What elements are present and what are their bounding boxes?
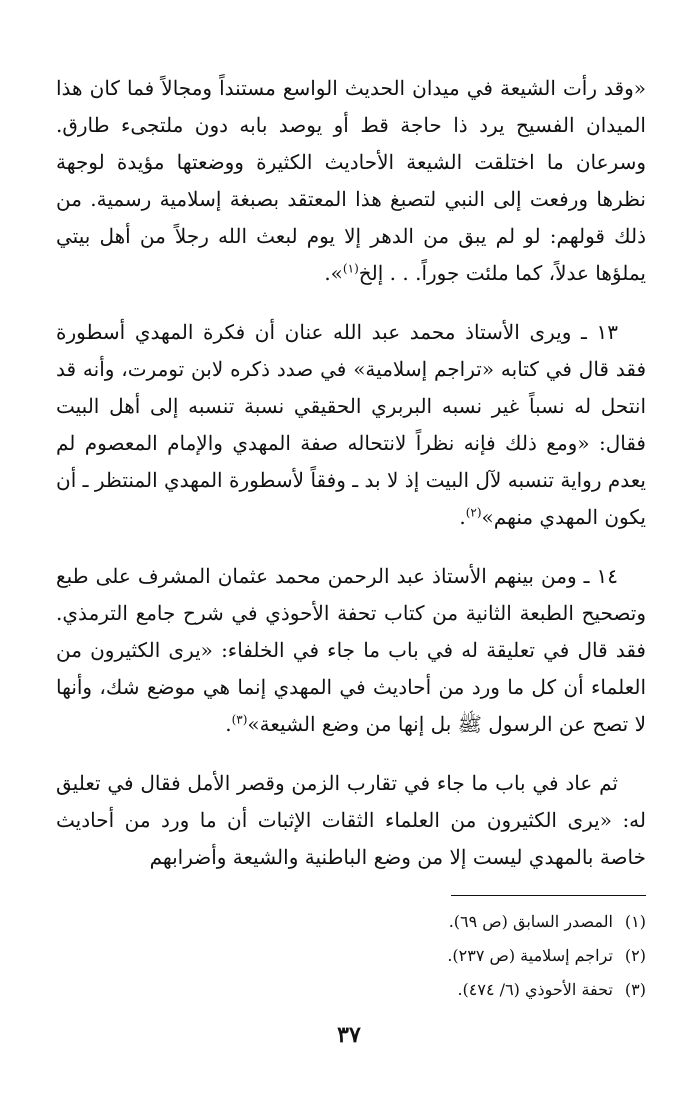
paragraph-1: «وقد رأت الشيعة في ميدان الحديث الواسع مستنداً ومجالاً فما كان هذا الميدان الفسيح يرد ذا حاجة قط أو يوصد بابه دون ملتجىء طارق. وسرعان ما اختلقت الشيعة الأحاديث الكثيرة ووضعتها مؤيدة لوجهة نظرها ورفعت إلى النبي لتصبغ هذا المعتقد بصبغة إسلامية رسمية. من ذلك قولهم: لو لم يبق من الدهر إلا يوم لبعث الله رجلاً من أهل بيتي يملؤها عدلاً، كما ملئت جوراً. . . إلخ$^{(١)}$». [56, 76, 646, 285]
footnote-divider [451, 895, 646, 896]
page-number: ٣٧ [337, 1022, 361, 1048]
footnote-2 [56, 939, 646, 973]
footnote-ref-1[interactable]: (١) [342, 261, 359, 276]
footnote-number: (٢) [624, 946, 646, 965]
footnote-text: المصدر السابق (ص ٦٩). [448, 912, 613, 931]
footnote-number: (١) [624, 912, 646, 931]
footnote-number: (٣) [624, 980, 646, 999]
footnotes [56, 905, 646, 1007]
footnote-ref-3[interactable]: (٣) [231, 712, 248, 727]
body-text [56, 70, 646, 876]
footnote-text: تحفة الأحوذي (٦/ ٤٧٤). [457, 980, 613, 999]
footnote-text: تراجم إسلامية (ص ٢٣٧). [447, 946, 613, 965]
footnote-1 [56, 905, 646, 939]
paragraph-2: ١٣ ـ ويرى الأستاذ محمد عبد الله عنان أن فكرة المهدي أسطورة فقد قال في كتابه «تراجم إسلامية» في صدد ذكره لابن تومرت، وأنه قد انتحل له نسباً غير نسبه البربري الحقيقي نسبة تنسبه إلى أهل البيت فقال: «ومع ذلك فإنه نظراً لانتحاله صفة المهدي والإمام المعصوم لم يعدم رواية تنسبه لآل البيت إذ لا بد ـ وفقاً لأسطورة المهدي المنتظر ـ أن يكون المهدي منهم»$^{(٢)}$. [56, 320, 646, 529]
paragraph-4: ثم عاد في باب ما جاء في تقارب الزمن وقصر الأمل فقال في تعليق له: «يرى الكثيرون من العلماء الثقات الإثبات أن ما ورد من أحاديث خاصة بالمهدي ليست إلا من وضع الباطنية والشيعة وأضرابهم [56, 771, 646, 869]
paragraph-3: ١٤ ـ ومن بينهم الأستاذ عبد الرحمن محمد عثمان المشرف على طبع وتصحيح الطبعة الثانية من كتاب تحفة الأحوذي في شرح جامع الترمذي. فقد قال في تعليقة له في باب ما جاء في الخلفاء: «يرى الكثيرون من العلماء أن كل ما ورد من أحاديث في المهدي إنما هي موضع شك، وأنها لا تصح عن الرسول ﷺ بل إنها من وضع الشيعة»$^{(٣)}$. [56, 564, 646, 736]
footnote-3 [56, 973, 646, 1007]
footnote-ref-2[interactable]: (٢) [465, 505, 482, 520]
